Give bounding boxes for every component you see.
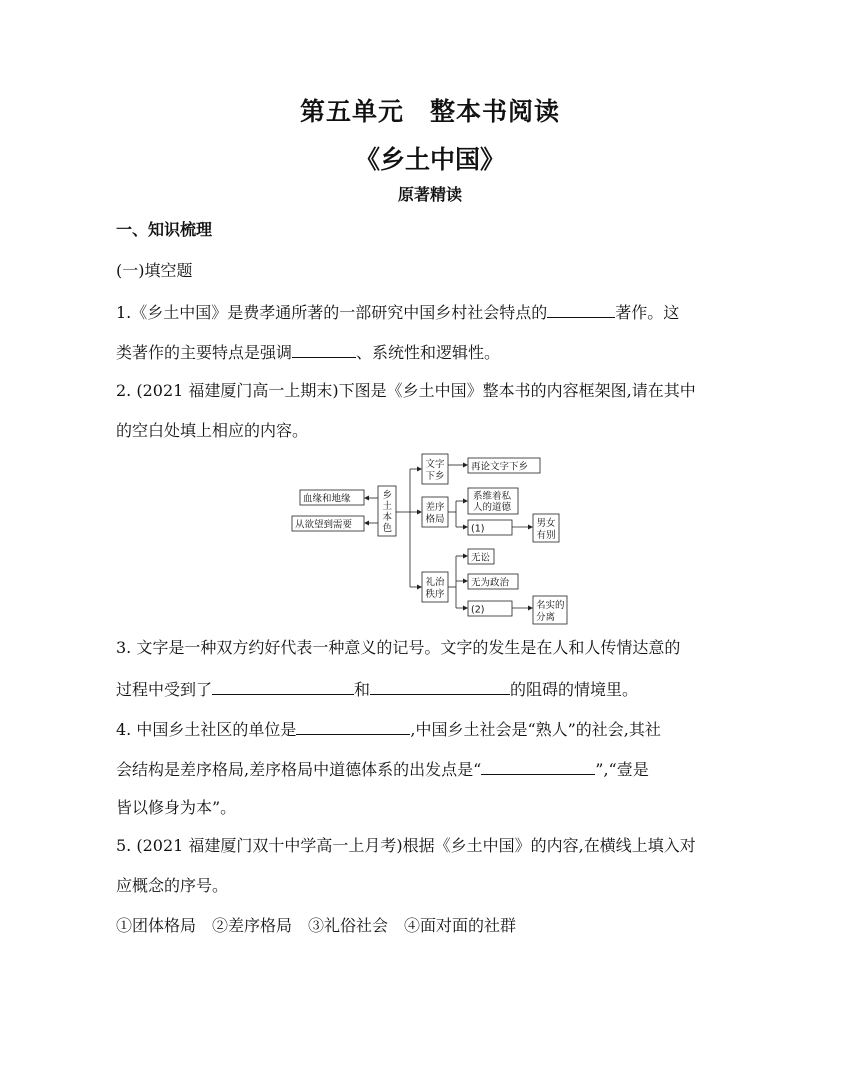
q3-blank-1[interactable]: [212, 680, 354, 695]
q1-text-a: 1.《乡土中国》是费孝通所著的一部研究中国乡村社会特点的: [116, 303, 548, 322]
svg-text:格局: 格局: [425, 514, 445, 525]
framework-diagram: [288, 450, 578, 630]
svg-text:色: 色: [382, 523, 393, 534]
q5-line2: 应概念的序号。: [116, 876, 229, 895]
page-title: 第五单元 整本书阅读: [299, 97, 560, 126]
q3-text-c: 的阻碍的情境里。: [510, 680, 639, 699]
q1-text-d: 、系统性和逻辑性。: [356, 343, 501, 362]
q4-line2: [116, 760, 649, 778]
label-b2-child2: (1): [471, 523, 485, 535]
q1-text-b: 著作。这: [615, 303, 680, 322]
q4-line1: [116, 720, 661, 738]
q4-text-d: ”,“壹是: [595, 760, 649, 779]
q3-text-a: 过程中受到了: [116, 680, 213, 699]
label-b2: [426, 501, 446, 525]
q4-line3: 皆以修身为本”。: [116, 798, 237, 817]
q1-line1: [116, 303, 679, 321]
q4-text-b: ,中国乡土社会是“熟人”的社会,其社: [410, 720, 661, 739]
q1-blank-1[interactable]: [547, 303, 615, 318]
label-b1: [426, 458, 446, 482]
q1-line2: [116, 343, 500, 361]
label-b2-child2-next: [537, 517, 557, 541]
svg-text:名实的: 名实的: [536, 600, 565, 611]
label-b1-child: 再论文字下乡: [471, 461, 529, 473]
sub-heading: (一)填空题: [116, 261, 193, 280]
label-b2-child1: [473, 490, 512, 513]
svg-text:下乡: 下乡: [425, 471, 445, 482]
q4-blank-1[interactable]: [296, 720, 410, 735]
part-heading: 一、知识梳理: [116, 220, 213, 239]
svg-text:秩序: 秩序: [425, 589, 445, 600]
svg-text:男女: 男女: [536, 518, 556, 529]
q3-line1: 3. 文字是一种双方约好代表一种意义的记号。文字的发生是在人和人传情达意的: [116, 638, 681, 657]
q4-blank-2[interactable]: [481, 760, 595, 775]
q3-line2: [116, 680, 638, 698]
label-b3-child3-next: [536, 599, 565, 623]
label-b3-child3: (2): [471, 604, 485, 616]
label-center: [383, 489, 393, 534]
svg-text:文字: 文字: [425, 459, 445, 470]
q1-blank-2[interactable]: [292, 343, 356, 358]
q3-blank-2[interactable]: [370, 680, 510, 695]
svg-text:本: 本: [382, 512, 393, 523]
q5-options: ①团体格局 ②差序格局 ③礼俗社会 ④面对面的社群: [116, 916, 517, 935]
svg-text:土: 土: [382, 501, 393, 512]
svg-text:乡: 乡: [382, 490, 393, 501]
q4-text-a: 4. 中国乡土社区的单位是: [116, 720, 297, 739]
q4-text-c: 会结构是差序格局,差序格局中道德体系的出发点是“: [116, 760, 482, 779]
svg-text:礼治: 礼治: [425, 577, 445, 588]
label-b3-child1: 无讼: [471, 552, 491, 564]
svg-text:分离: 分离: [536, 612, 556, 623]
section-title: 原著精读: [397, 185, 462, 204]
q2-line2: 的空白处填上相应的内容。: [116, 421, 309, 440]
q1-text-c: 类著作的主要特点是强调: [116, 343, 293, 362]
q5-line1: 5. (2021 福建厦门双十中学高一上月考)根据《乡土中国》的内容,在横线上填入对: [116, 836, 696, 855]
label-b3: [426, 576, 446, 600]
label-left-bottom: 从欲望到需要: [295, 519, 353, 531]
q2-line1: 2. (2021 福建厦门高一上期末)下图是《乡土中国》整本书的内容框架图,请在其中: [116, 381, 696, 400]
label-b3-child2: 无为政治: [471, 577, 510, 589]
svg-text:系维着私: 系维着私: [473, 491, 512, 502]
label-left-top: 血缘和地缘: [303, 493, 351, 505]
svg-text:差序: 差序: [425, 502, 445, 513]
book-title: 《乡土中国》: [354, 145, 505, 174]
svg-text:有别: 有别: [536, 530, 556, 541]
svg-text:人的道德: 人的道德: [473, 502, 512, 513]
q3-text-b: 和: [354, 680, 371, 699]
